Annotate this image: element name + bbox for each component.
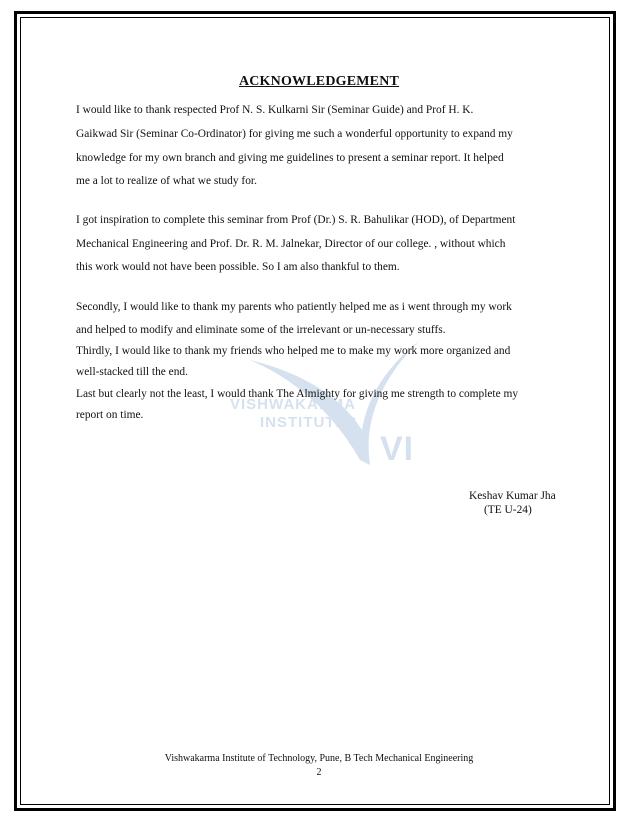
paragraph-line: Last but clearly not the least, I would thank The Almighty for giving me strength to complete my: [76, 388, 519, 400]
paragraph-line: Secondly, I would like to thank my parents who patiently helped me as i went through my work: [76, 301, 512, 313]
paragraph-line: me a lot to realize of what we study for.: [76, 175, 257, 187]
signature-name: Keshav Kumar Jha: [469, 490, 556, 502]
watermark-text-institutes: INSTITUTES: [260, 414, 358, 431]
paragraph-line: Mechanical Engineering and Prof. Dr. R. M. Jalnekar, Director of our college. , without which: [76, 238, 506, 250]
paragraph-line: and helped to modify and eliminate some of the irrelevant or un-necessary stuffs.: [76, 324, 446, 336]
paragraph-line: Thirdly, I would like to thank my friends who helped me to make my work more organized and: [76, 345, 511, 357]
paragraph-line: this work would not have been possible. So I am also thankful to them.: [76, 261, 400, 273]
page-number: 2: [316, 767, 322, 778]
footer-institute: Vishwakarma Institute of Technology, Pune, B Tech Mechanical Engineering: [164, 753, 474, 764]
paragraph-line: Gaikwad Sir (Seminar Co-Ordinator) for giving me such a wonderful opportunity to expand my: [76, 128, 513, 140]
watermark-text-vishwakarma: VISHWAKARMA: [230, 396, 356, 413]
page-title: ACKNOWLEDGEMENT: [238, 74, 400, 89]
paragraph-line: knowledge for my own branch and giving me guidelines to present a seminar report. It helped: [76, 152, 504, 164]
paragraph-line: report on time.: [76, 409, 144, 421]
watermark-text-vi: VI: [380, 430, 415, 468]
signature-roll-number: (TE U-24): [484, 504, 532, 516]
paragraph-line: I got inspiration to complete this seminar from Prof (Dr.) S. R. Bahulikar (HOD), of Department: [76, 214, 516, 226]
paragraph-line: I would like to thank respected Prof N. S. Kulkarni Sir (Seminar Guide) and Prof H. K.: [76, 104, 474, 116]
paragraph-line: well-stacked till the end.: [76, 366, 188, 378]
